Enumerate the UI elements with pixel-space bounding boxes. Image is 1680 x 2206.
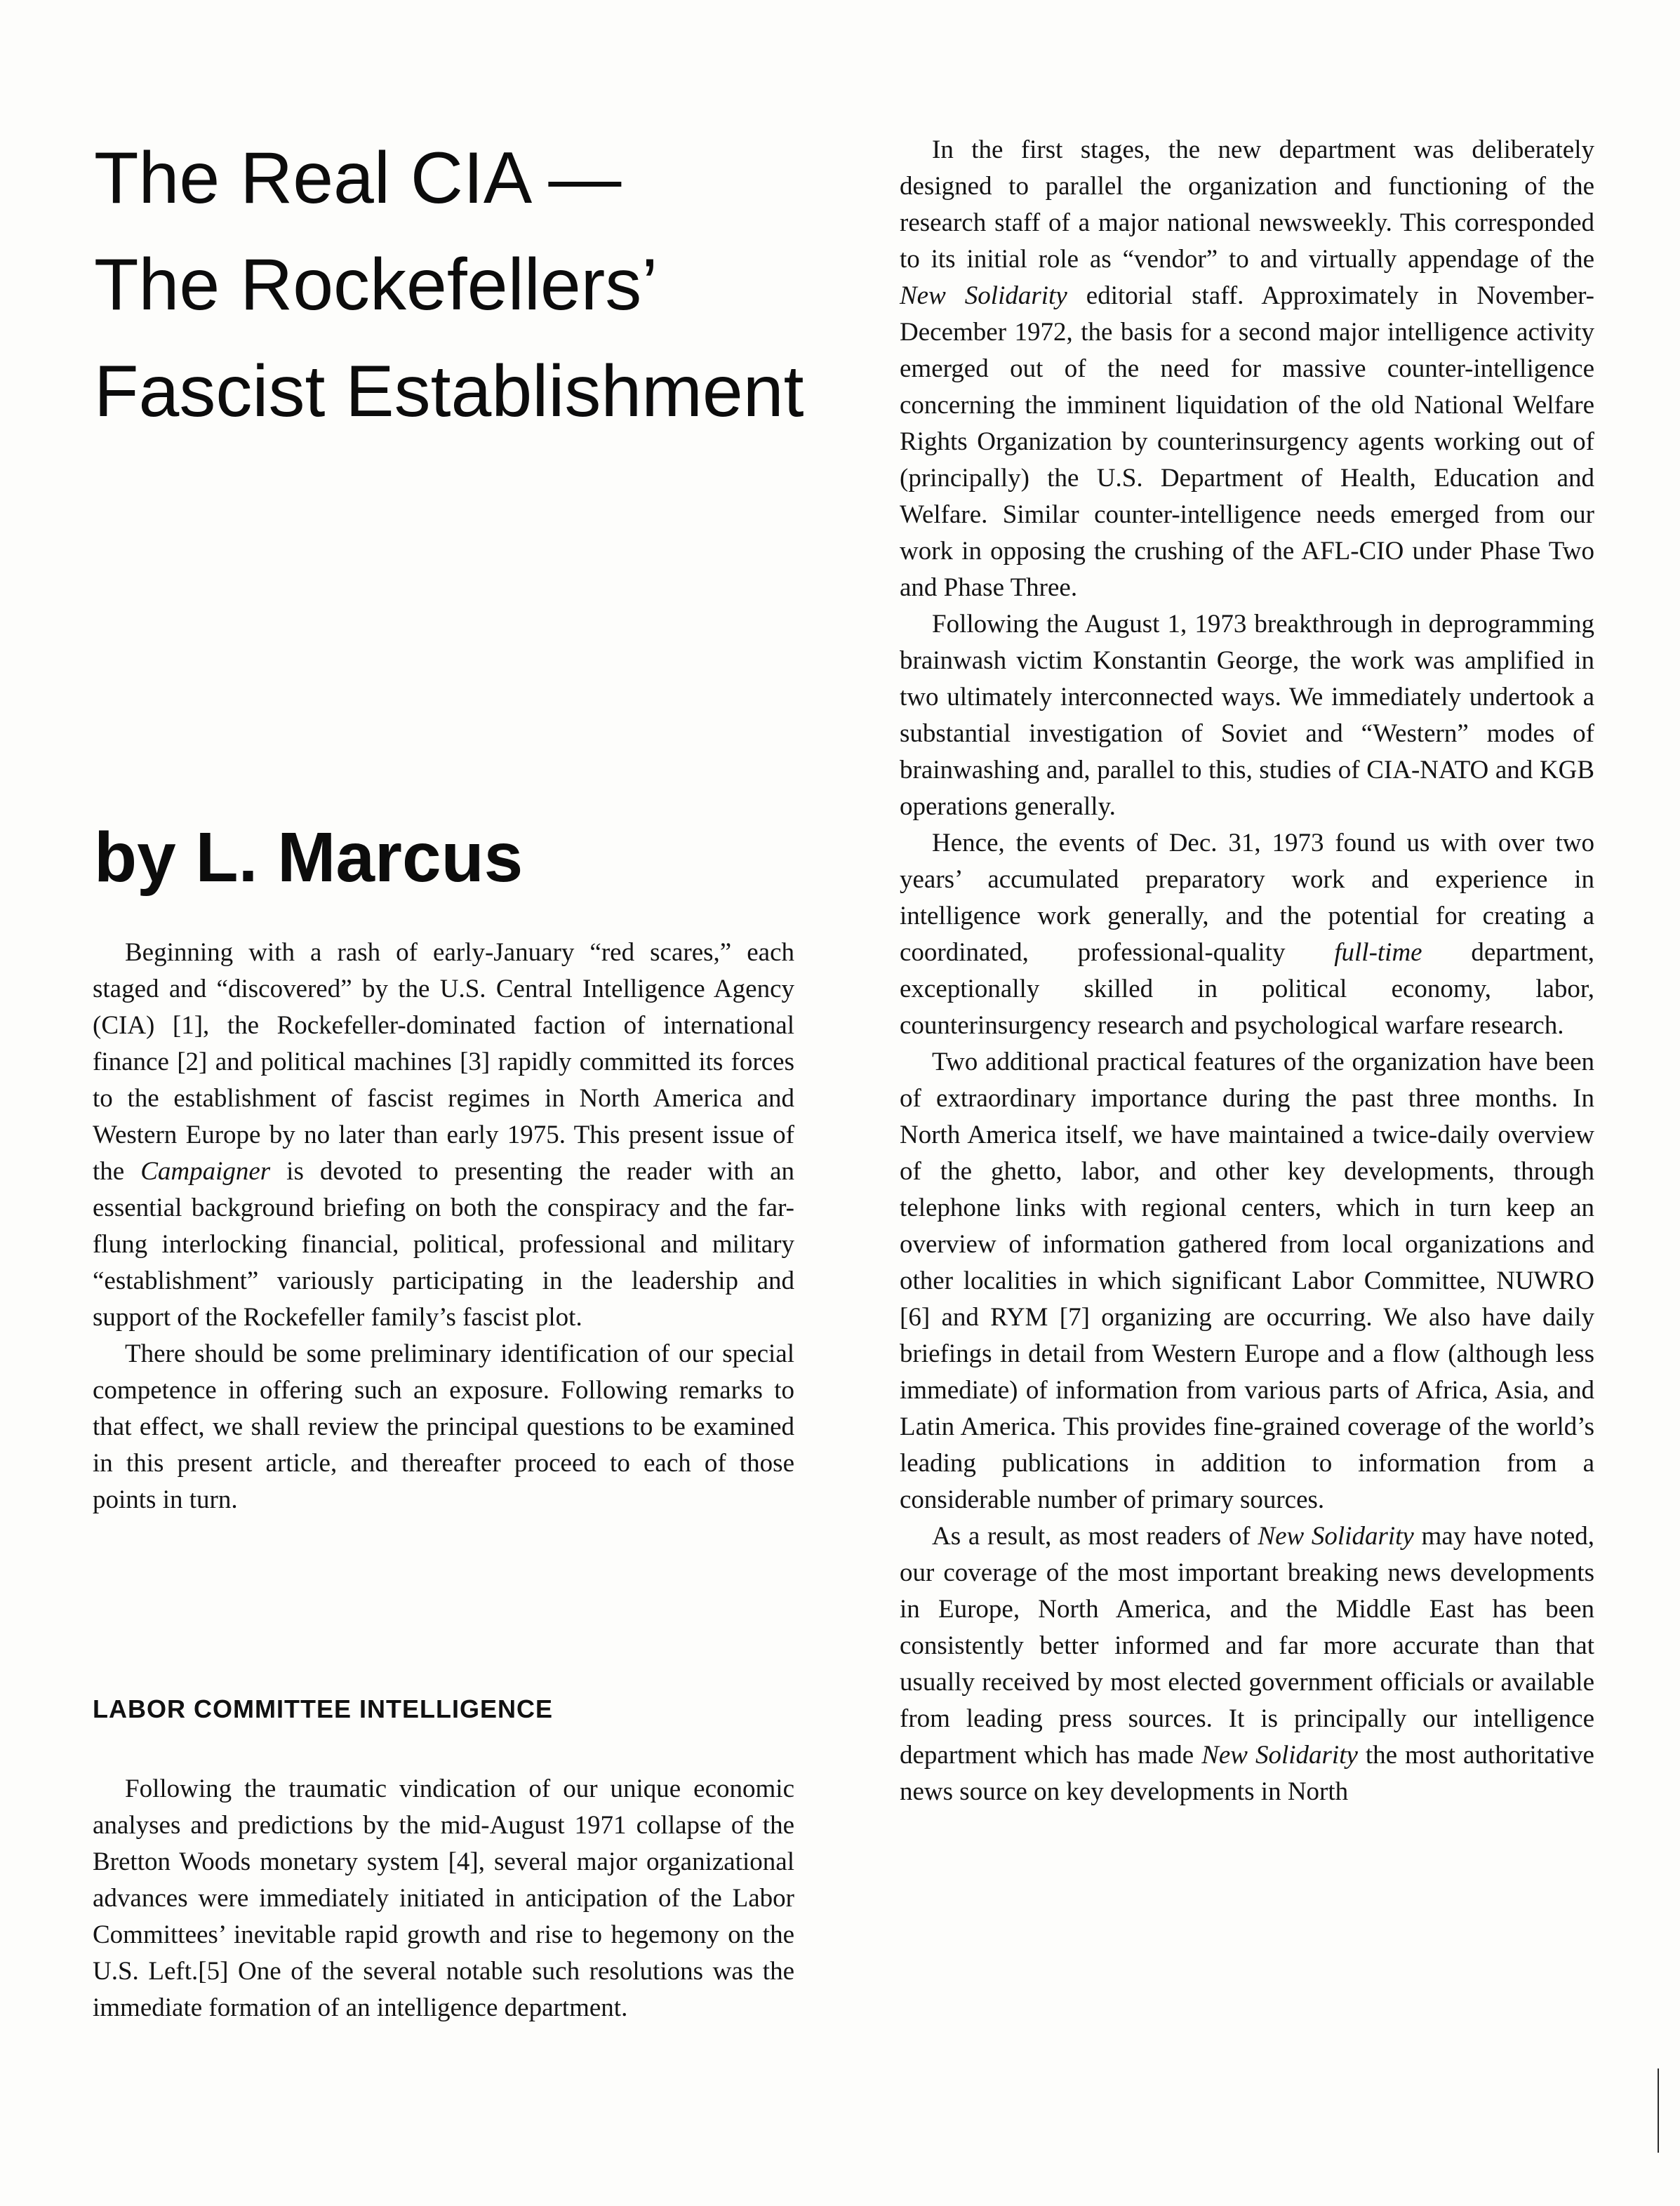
right-p5-italic-1: New Solidarity xyxy=(1258,1522,1414,1551)
title-line-2: The Rockefellers’ xyxy=(94,244,658,326)
right-column xyxy=(900,132,1594,1810)
right-p1-b: editorial staff. Approximately in November-December 1972, the basis for a second major intelligence activity emerged out of the need for massive counter-intelligence concerning the imminent liquidation of the old National Welfare Rights Organization by counterinsurgency agents working out of (principally) the U.S. Department of Health, Education and Welfare. Similar counter-intelligence needs emerged from our work in opposing the crushing of the AFL-CIO under Phase Two and Phase Three. xyxy=(900,281,1594,602)
intro-p1-italic: Campaigner xyxy=(140,1157,271,1186)
right-p5-c: the most authoritative news source on key developments in North xyxy=(900,1741,1594,1806)
title-line-3: Fascist Establishment xyxy=(94,351,804,432)
scan-edge-mark xyxy=(1658,2068,1659,2153)
right-p5-b: may have noted, our coverage of the most important breaking news developments in Europe, North America, and the Middle East has been consistently better informed and far more accurate than that usually received by most elected government officials or available from leading press sources. It is principally our intelligence department which has made xyxy=(900,1522,1594,1770)
right-p5-a: As a result, as most readers of xyxy=(932,1522,1258,1551)
right-paragraph-2: Following the August 1, 1973 breakthrough in deprogramming brainwash victim Konstantin George, the work was amplified in two ultimately interconnected ways. We immediately undertook a substantial investigation of Soviet and “Western” modes of brainwashing and, parallel to this, studies of CIA-NATO and KGB operations generally. xyxy=(900,610,1594,821)
right-p1-italic: New Solidarity xyxy=(900,281,1067,310)
right-paragraph-3 xyxy=(900,825,1594,1044)
left-column-intro xyxy=(93,935,794,1518)
right-p5-italic-2: New Solidarity xyxy=(1201,1741,1358,1770)
right-p3-italic: full-time xyxy=(1334,938,1422,967)
intro-p1-text: Beginning with a rash of early-January “red scares,” each staged and “discovered” by the U.S. Central Intelligence Agency (CIA) [1], the Rockefeller-dominated faction of international finance [2] and political machines [3] rapidly committed its forces to the establishment of fascist regimes in North America and Western Europe by no later than early 1975. This present issue of the xyxy=(93,938,794,1186)
section-paragraph-1: Following the traumatic vindication of our unique economic analyses and predictions by the mid-August 1971 collapse of the Bretton Woods monetary system [4], several major organizational advances were immediately initiated in anticipation of the Labor Committees’ inevitable rapid growth and rise to hegemony on the U.S. Left.[5] One of the several notable such resolutions was the immediate formation of an intelligence department. xyxy=(93,1774,794,2022)
right-p3-a: Hence, the events of Dec. 31, 1973 found us with over two years’ accumulated preparatory work and experience in intelligence work generally, and the potential for creating a coordinated, professional-quality xyxy=(900,829,1594,967)
right-p3-b: department, exceptionally skilled in political economy, labor, counterinsurgency research and psychological warfare research. xyxy=(900,938,1594,1040)
right-p1-a: In the first stages, the new department was deliberately designed to parallel the organization and functioning of the research staff of a major national newsweekly. This corresponded to its initial role as “vendor” to and virtually appendage of the xyxy=(900,135,1594,274)
intro-paragraph-1 xyxy=(93,935,794,1336)
title-line-1: The Real CIA — xyxy=(94,138,622,219)
section-heading: LABOR COMMITTEE INTELLIGENCE xyxy=(93,1694,553,1723)
left-column-section xyxy=(93,1771,794,2026)
intro-paragraph-2: There should be some preliminary identification of our special competence in offering such an exposure. Following remarks to that effect, we shall review the principal questions to be examined in this present article, and thereafter proceed to each of those points in turn. xyxy=(93,1339,794,1514)
right-paragraph-5 xyxy=(900,1518,1594,1810)
intro-p1-tail: is devoted to presenting the reader with an essential background briefing on both the conspiracy and the far-flung interlocking financial, political, professional and military “establishment” variously participating in the leadership and support of the Rockefeller family’s fascist plot. xyxy=(93,1157,795,1332)
right-paragraph-1 xyxy=(900,132,1594,606)
article-title xyxy=(94,125,810,445)
right-paragraph-4: Two additional practical features of the organization have been of extraordinary importance during the past three months. In North America itself, we have maintained a twice-daily overview of the ghetto, labor, and other key developments, through telephone links with regional centers, which in turn keep an overview of information gathered from local organizations and other localities in which significant Labor Committee, NUWRO [6] and RYM [7] organizing are occurring. We also have daily briefings in detail from Western Europe and a flow (although less immediate) of information from various parts of Africa, Asia, and Latin America. This provides fine-grained coverage of the world’s leading publications in addition to information from a considerable number of primary sources. xyxy=(900,1048,1594,1514)
author-byline: by L. Marcus xyxy=(94,818,524,897)
